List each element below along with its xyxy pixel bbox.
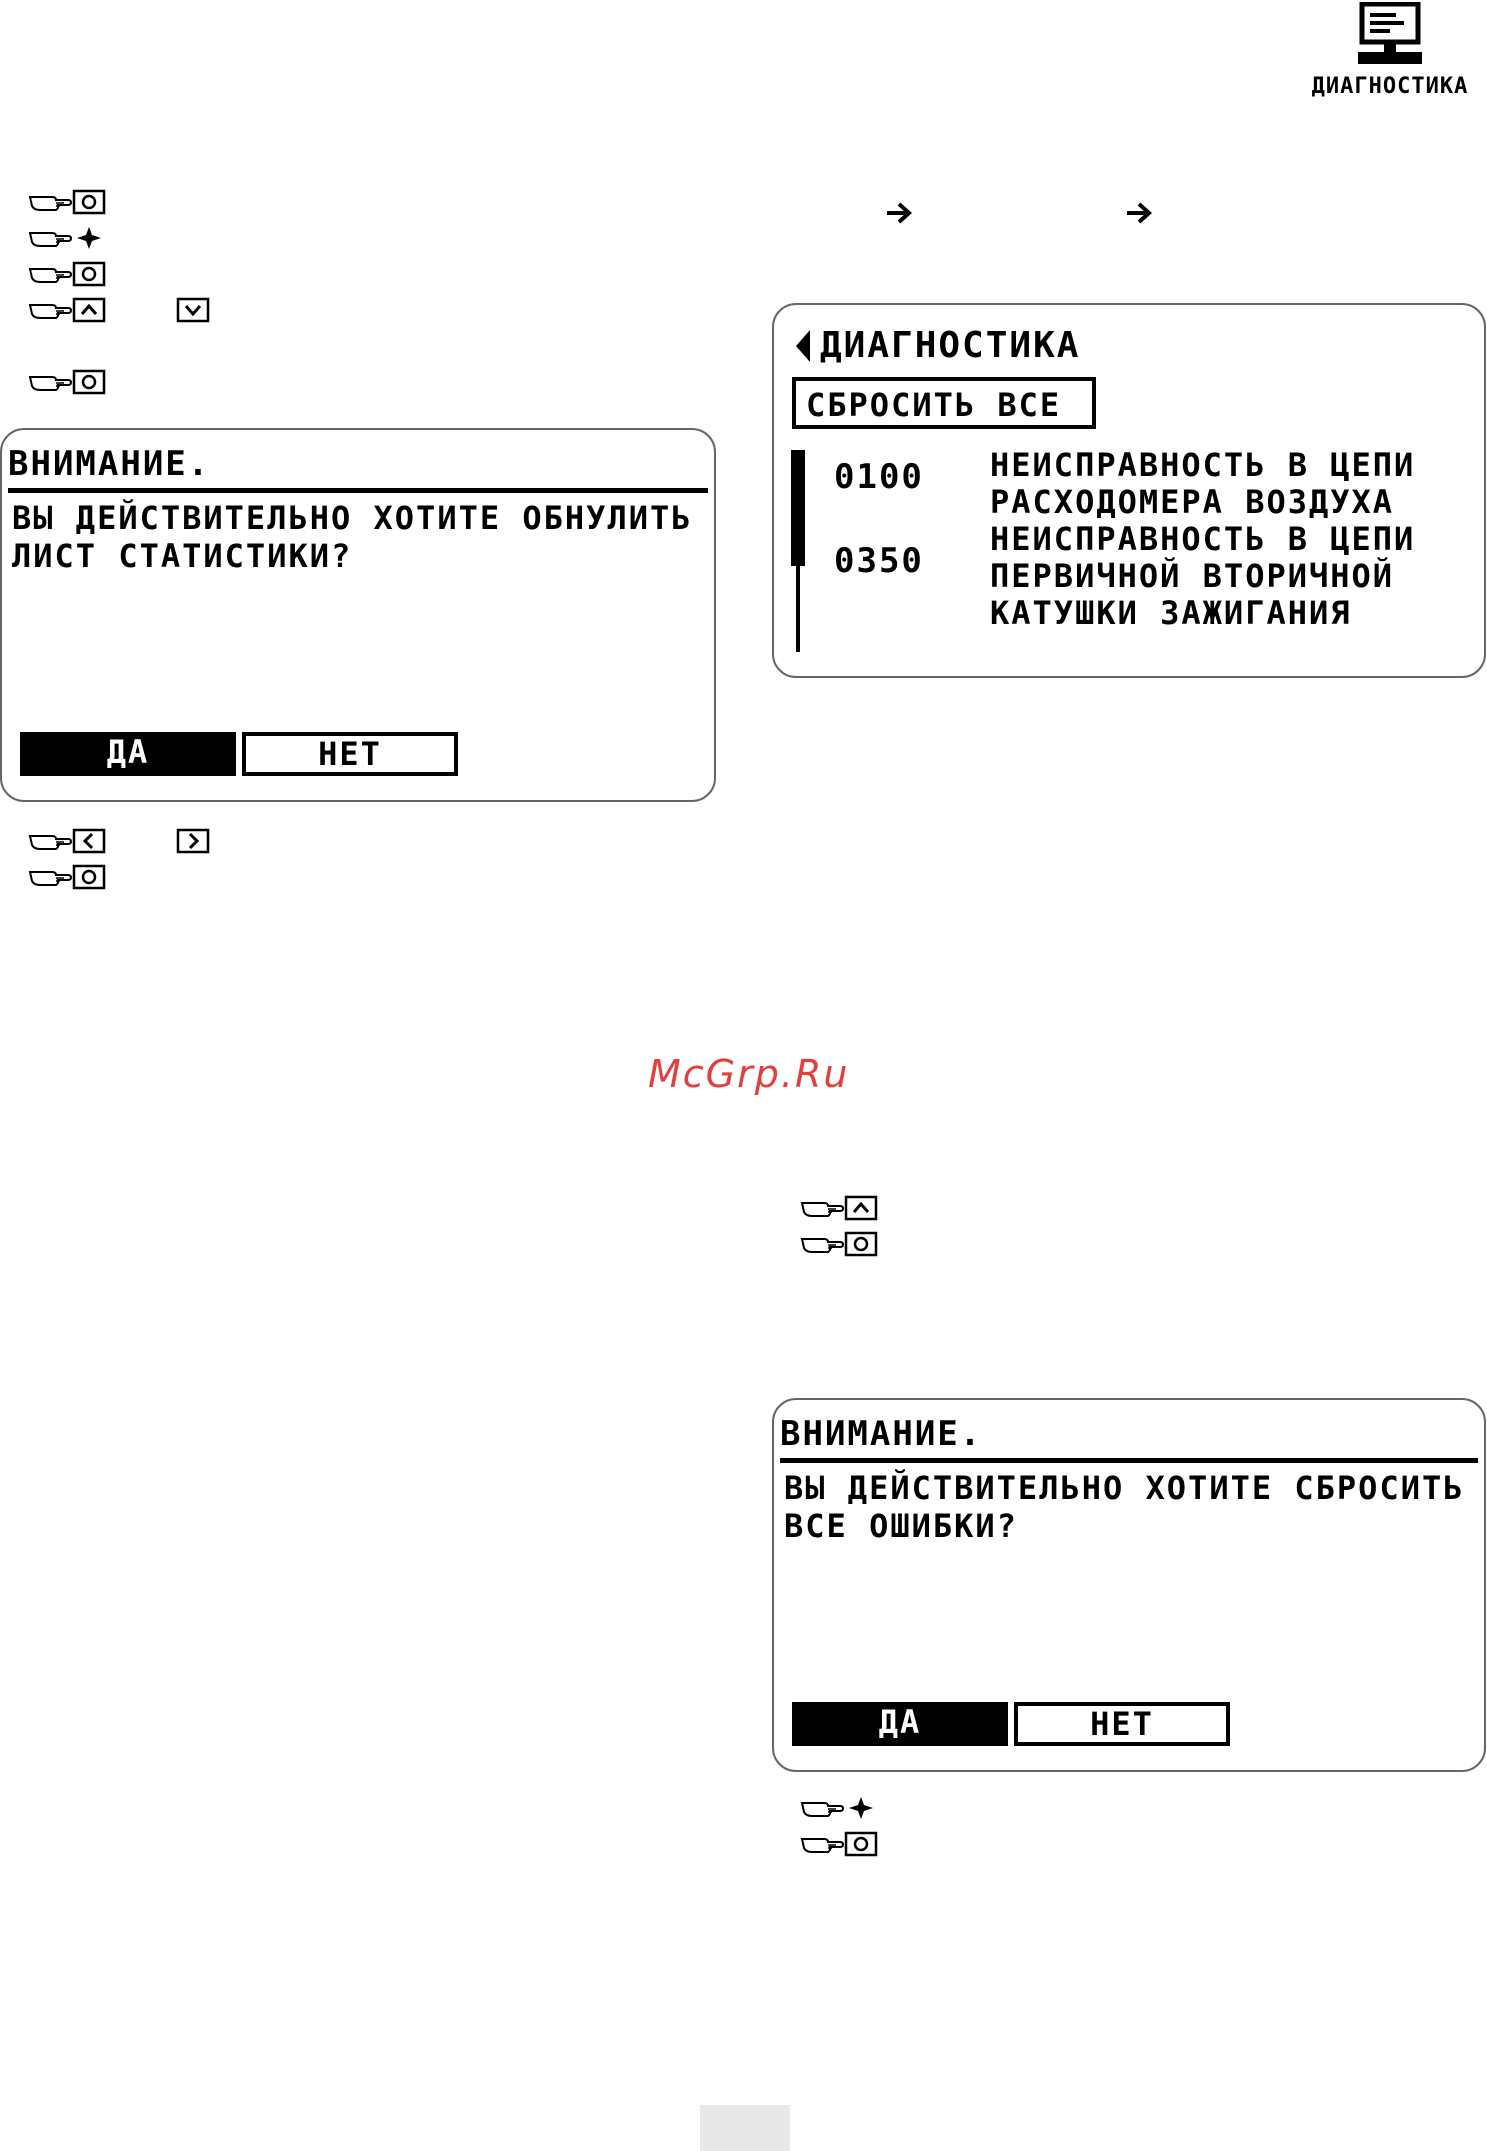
hand-pointer-icon <box>28 261 72 287</box>
ok-key-icon <box>72 369 106 395</box>
yes-button[interactable]: ДА <box>20 732 236 776</box>
dialog-message-line1: ВЫ ДЕЙСТВИТЕЛЬНО ХОТИТЕ ОБНУЛИТЬ <box>12 499 693 537</box>
watermark: McGrp.Ru <box>648 1052 850 1096</box>
list-item[interactable] <box>834 447 1415 521</box>
corner-label: ДИАГНОСТИКА <box>1311 74 1469 99</box>
step-ok <box>28 859 210 895</box>
step-star <box>28 220 210 256</box>
arrow-right-icon <box>1125 200 1155 226</box>
ok-key-icon <box>72 189 106 215</box>
ok-key-icon <box>844 1231 878 1257</box>
left-key-icon <box>72 828 106 854</box>
step-star <box>800 1790 878 1826</box>
hand-pointer-icon <box>28 225 72 251</box>
no-button[interactable]: НЕТ <box>242 732 458 776</box>
step-up-down <box>28 292 210 328</box>
down-key-icon <box>176 297 210 323</box>
dialog-message-line1: ВЫ ДЕЙСТВИТЕЛЬНО ХОТИТЕ СБРОСИТЬ <box>784 1469 1465 1507</box>
step-ok <box>800 1226 878 1262</box>
diagnostics-screen <box>772 303 1486 678</box>
hand-pointer-icon <box>800 1231 844 1257</box>
step-ok <box>28 256 210 292</box>
hand-pointer-icon <box>28 189 72 215</box>
hand-pointer-icon <box>28 369 72 395</box>
error-description-line: НЕИСПРАВНОСТЬ В ЦЕПИ <box>990 446 1416 484</box>
step-ok <box>28 184 210 220</box>
up-key-icon <box>844 1195 878 1221</box>
step-ok <box>800 1826 878 1862</box>
hand-pointer-icon <box>28 864 72 890</box>
right-key-icon <box>176 828 210 854</box>
star-key-icon <box>72 225 106 251</box>
hand-pointer-icon <box>800 1831 844 1857</box>
diagnostics-header <box>792 325 1080 366</box>
instruction-steps-bottom-left <box>28 823 210 895</box>
dialog-divider <box>8 488 708 493</box>
diagnostics-corner-badge <box>1300 2 1480 102</box>
star-key-icon <box>844 1795 878 1821</box>
up-key-icon <box>72 297 106 323</box>
dialog-message-line2: ЛИСТ СТАТИСТИКИ? <box>12 537 353 575</box>
confirm-reset-errors-dialog <box>772 1398 1486 1772</box>
page-number-tab <box>700 2105 790 2151</box>
diagnostics-title: ДИАГНОСТИКА <box>820 325 1081 366</box>
step-left-right <box>28 823 210 859</box>
no-button[interactable]: НЕТ <box>1014 1702 1230 1746</box>
instruction-steps-top <box>28 184 210 400</box>
hand-pointer-icon <box>28 297 72 323</box>
instruction-steps-right-middle <box>800 1190 878 1262</box>
list-item[interactable] <box>834 521 1415 632</box>
error-description-line: РАСХОДОМЕРА ВОЗДУХА <box>990 483 1395 521</box>
error-code: 0350 <box>834 541 924 581</box>
error-code: 0100 <box>834 457 924 497</box>
confirm-reset-stats-dialog <box>0 428 716 802</box>
reset-all-button[interactable]: СБРОСИТЬ ВСЕ <box>792 377 1096 429</box>
dialog-title: ВНИМАНИЕ. <box>8 444 211 484</box>
step-ok <box>28 364 210 400</box>
dialog-divider <box>780 1458 1478 1463</box>
ok-key-icon <box>72 864 106 890</box>
dialog-message-line2: ВСЕ ОШИБКИ? <box>784 1507 1018 1545</box>
hand-pointer-icon <box>800 1795 844 1821</box>
error-list <box>834 447 1415 632</box>
error-description-line: НЕИСПРАВНОСТЬ В ЦЕПИ <box>990 520 1416 558</box>
computer-monitor-icon <box>1350 2 1430 68</box>
ok-key-icon <box>844 1831 878 1857</box>
scrollbar-thumb[interactable] <box>791 450 805 566</box>
hand-pointer-icon <box>28 828 72 854</box>
instruction-steps-right-bottom <box>800 1790 878 1862</box>
hand-pointer-icon <box>800 1195 844 1221</box>
arrow-right-icon <box>885 200 915 226</box>
error-description-line: ПЕРВИЧНОЙ ВТОРИЧНОЙ <box>990 557 1395 595</box>
back-arrow-icon[interactable] <box>792 328 814 364</box>
step-up <box>800 1190 878 1226</box>
dialog-title: ВНИМАНИЕ. <box>780 1414 983 1454</box>
ok-key-icon <box>72 261 106 287</box>
error-description-line: КАТУШКИ ЗАЖИГАНИЯ <box>990 594 1352 632</box>
yes-button[interactable]: ДА <box>792 1702 1008 1746</box>
